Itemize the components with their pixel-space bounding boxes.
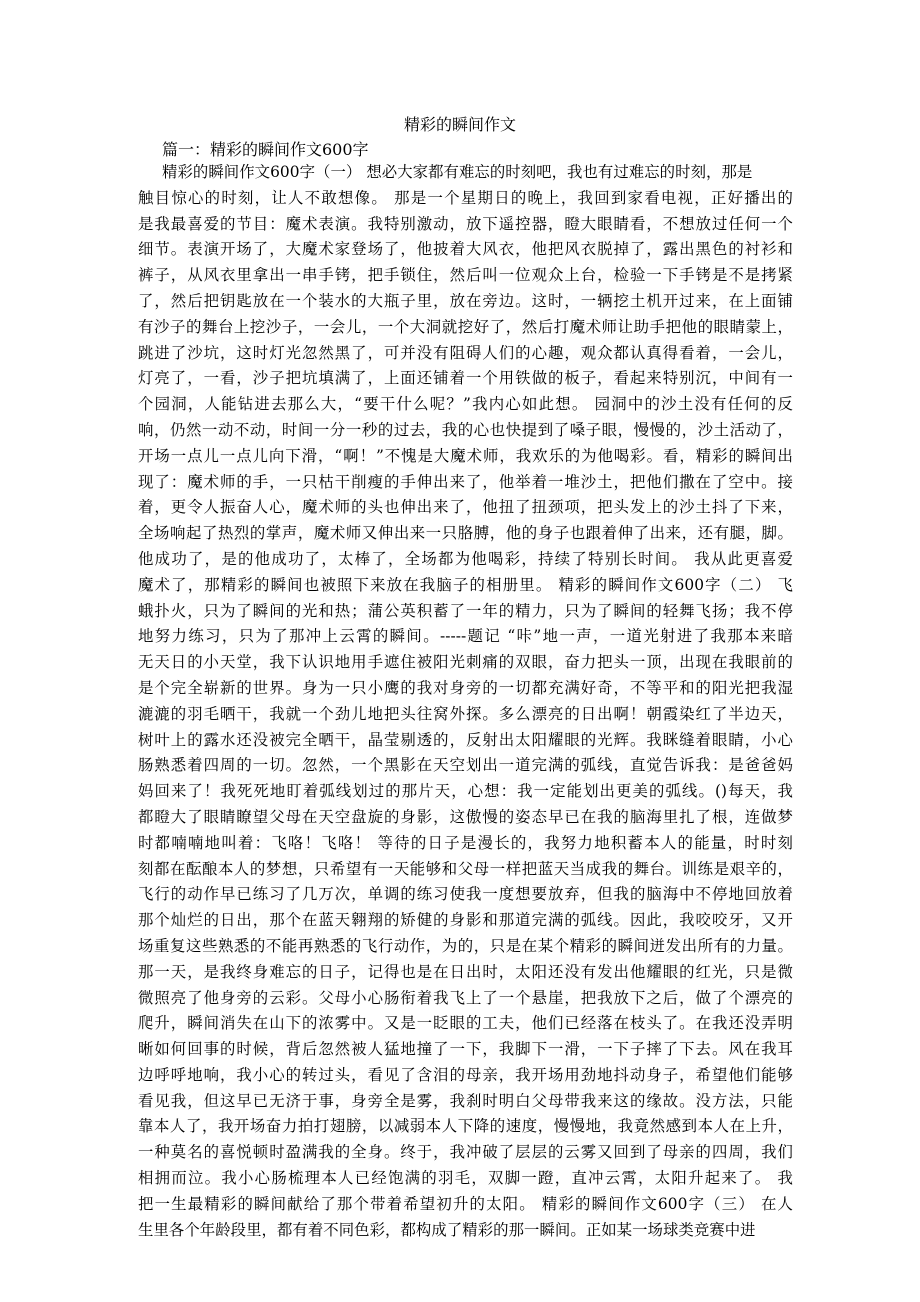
- body-text-line: 那一天，是我终身难忘的日子，记得也是在日出时，太阳还没有发出他耀眼的红光，只是微: [138, 962, 793, 981]
- document-body: [138, 160, 793, 1243]
- body-text-line: 着，更令人振奋人心，魔术师的头也伸出来了，他扭了扭颈项，把头发上的沙土抖了下来，: [138, 498, 793, 517]
- body-text-line: 细节。表演开场了，大魔术家登场了，他披着大风衣，他把风衣脱掉了，露出黑色的衬衫和: [138, 240, 793, 259]
- body-text-line: 个园洞，人能钻进去那么大，“要干什么呢？”我内心如此想。 园洞中的沙土没有任何的反: [138, 395, 793, 414]
- body-text-line: 飞行的动作早已练习了几万次，单调的练习使我一度想要放弃，但我的脑海中不停地回放着: [138, 885, 793, 904]
- body-text-line: 把一生最精彩的瞬间献给了那个带着希望初升的太阳。 精彩的瞬间作文600字（三） 在人: [138, 1194, 793, 1213]
- document-title: 精彩的瞬间作文: [403, 115, 516, 134]
- body-text-line: 晰如何回事的时候，背后忽然被人猛地撞了一下，我脚下一滑，一下子摔了下去。风在我耳: [138, 1040, 793, 1059]
- body-text-line: 妈回来了！我死死地盯着弧线划过的那片天，心想：我一定能划出更美的弧线。()每天，我: [138, 782, 793, 801]
- body-text-line: 灯亮了，一看，沙子把坑填满了，上面还铺着一个用铁做的板子，看起来特别沉，中间有一: [138, 369, 793, 388]
- body-text-line: 了，然后把钥匙放在一个装水的大瓶子里，放在旁边。这时，一辆挖土机开过来，在上面铺: [138, 291, 793, 310]
- body-text-line: 边呼呼地响，我小心的转过头，看见了含泪的母亲，我开场用劲地抖动身子，希望他们能够: [138, 1065, 793, 1084]
- body-text-line: 爬升，瞬间消失在山下的浓雾中。又是一眨眼的工夫，他们已经落在枝头了。在我还没弄明: [138, 1014, 793, 1033]
- body-text-line: 刻都在酝酿本人的梦想，只希望有一天能够和父母一样把蓝天当成我的舞台。训练是艰辛的，: [138, 859, 793, 878]
- body-text-line: 靠本人了，我开场奋力拍打翅膀，以减弱本人下降的速度，慢慢地，我竟然感到本人在上升，: [138, 1117, 793, 1136]
- body-text-line: 开场一点儿一点儿向下滑，“啊！”不愧是大魔术师，我欢乐的为他喝彩。看，精彩的瞬间出: [138, 446, 793, 465]
- body-text-line: 肠熟悉着四周的一切。忽然，一个黑影在天空划出一道完满的弧线，直觉告诉我：是爸爸妈: [138, 756, 793, 775]
- body-text-line: 都瞪大了眼睛瞭望父母在天空盘旋的身影，这傲慢的姿态早已在我的脑海里扎了根，连做梦: [138, 807, 793, 826]
- body-text-line: 生里各个年龄段里，都有着不同色彩，都构成了精彩的那一瞬间。正如某一场球类竞赛中进: [138, 1220, 756, 1239]
- body-text-line: 是个完全崭新的世界。身为一只小鹰的我对身旁的一切都充满好奇，不等平和的阳光把我湿: [138, 678, 793, 697]
- body-text-line: 有沙子的舞台上挖沙子，一会儿，一个大洞就挖好了，然后打魔术师让助手把他的眼睛蒙上，: [138, 317, 793, 336]
- body-text-line: 精彩的瞬间作文600字（一） 想必大家都有难忘的时刻吧，我也有过难忘的时刻，那是: [162, 163, 753, 181]
- body-text-line: 时都喃喃地叫着：飞咯！飞咯！ 等待的日子是漫长的，我努力地积蓄本人的能量，时时刻: [138, 833, 793, 852]
- body-text-line: 树叶上的露水还没被完全晒干，晶莹剔透的，反射出太阳耀眼的光辉。我眯缝着眼睛，小心: [138, 730, 793, 749]
- body-text-line: 魔术了，那精彩的瞬间也被照下来放在我脑子的相册里。 精彩的瞬间作文600字（二） 飞: [138, 575, 793, 594]
- body-text-line: 微照亮了他身旁的云彩。父母小心肠衔着我飞上了一个悬崖，把我放下之后，做了个漂亮的: [138, 988, 793, 1007]
- body-text-line: 是我最喜爱的节目：魔术表演。我特别激动，放下遥控器，瞪大眼睛看，不想放过任何一个: [138, 214, 793, 233]
- body-text-line: 那个灿烂的日出，那个在蓝天翱翔的矫健的身影和那道完满的弧线。因此，我咬咬牙，又开: [138, 911, 793, 930]
- body-text-line: 现了：魔术师的手，一只枯干削瘦的手伸出来了，他举着一堆沙土，把他们撒在了空中。接: [138, 472, 793, 491]
- document-subtitle: 篇一：精彩的瞬间作文600字: [162, 140, 369, 159]
- body-text-line: 跳进了沙坑，这时灯光忽然黑了，可并没有阻碍人们的心趣，观众都认真得看着，一会儿，: [138, 343, 793, 362]
- body-text-line: 一种莫名的喜悦顿时盈满我的全身。终于，我冲破了层层的云雾又回到了母亲的四周，我们: [138, 1143, 793, 1162]
- body-text-line: 无天日的小天堂，我下认识地用手遮住被阳光刺痛的双眼，奋力把头一顶，出现在我眼前的: [138, 653, 793, 672]
- body-text-line: 全场响起了热烈的掌声，魔术师又伸出来一只胳膊，他的身子也跟着伸了出来，还有腿，脚。: [138, 524, 793, 543]
- body-text-line: 裤子，从风衣里拿出一串手铐，把手锁住，然后叫一位观众上台，检验一下手铐是不是拷紧: [138, 266, 793, 285]
- body-text-line: 蛾扑火，只为了瞬间的光和热；蒲公英积蓄了一年的精力，只为了瞬间的轻舞飞扬；我不停: [138, 601, 793, 620]
- body-text-line: 地努力练习，只为了那冲上云霄的瞬间。-----题记 “咔”地一声，一道光射进了我那本来暗: [138, 627, 793, 646]
- body-text-line: 响，仍然一动不动，时间一分一秒的过去，我的心也快提到了嗓子眼，慢慢的，沙土活动了，: [138, 420, 793, 439]
- body-text-line: 场重复这些熟悉的不能再熟悉的飞行动作，为的，只是在某个精彩的瞬间迸发出所有的力量。: [138, 936, 793, 955]
- body-text-line: 触目惊心的时刻，让人不敢想像。 那是一个星期日的晚上，我回到家看电视，正好播出的: [138, 188, 793, 207]
- body-text-line: 相拥而泣。我小心肠梳理本人已经饱满的羽毛，双脚一蹬，直冲云霄，太阳升起来了。 我: [138, 1169, 793, 1188]
- body-text-line: 他成功了，是的他成功了，太棒了，全场都为他喝彩，持续了特别长时间。 我从此更喜爱: [138, 549, 793, 568]
- body-text-line: 看见我，但这早已无济于事，身旁全是雾，我刹时明白父母带我来这的缘故。没方法，只能: [138, 1091, 793, 1110]
- body-text-line: 漉漉的羽毛晒干，我就一个劲儿地把头往窝外探。多么漂亮的日出啊！朝霞染红了半边天，: [138, 704, 793, 723]
